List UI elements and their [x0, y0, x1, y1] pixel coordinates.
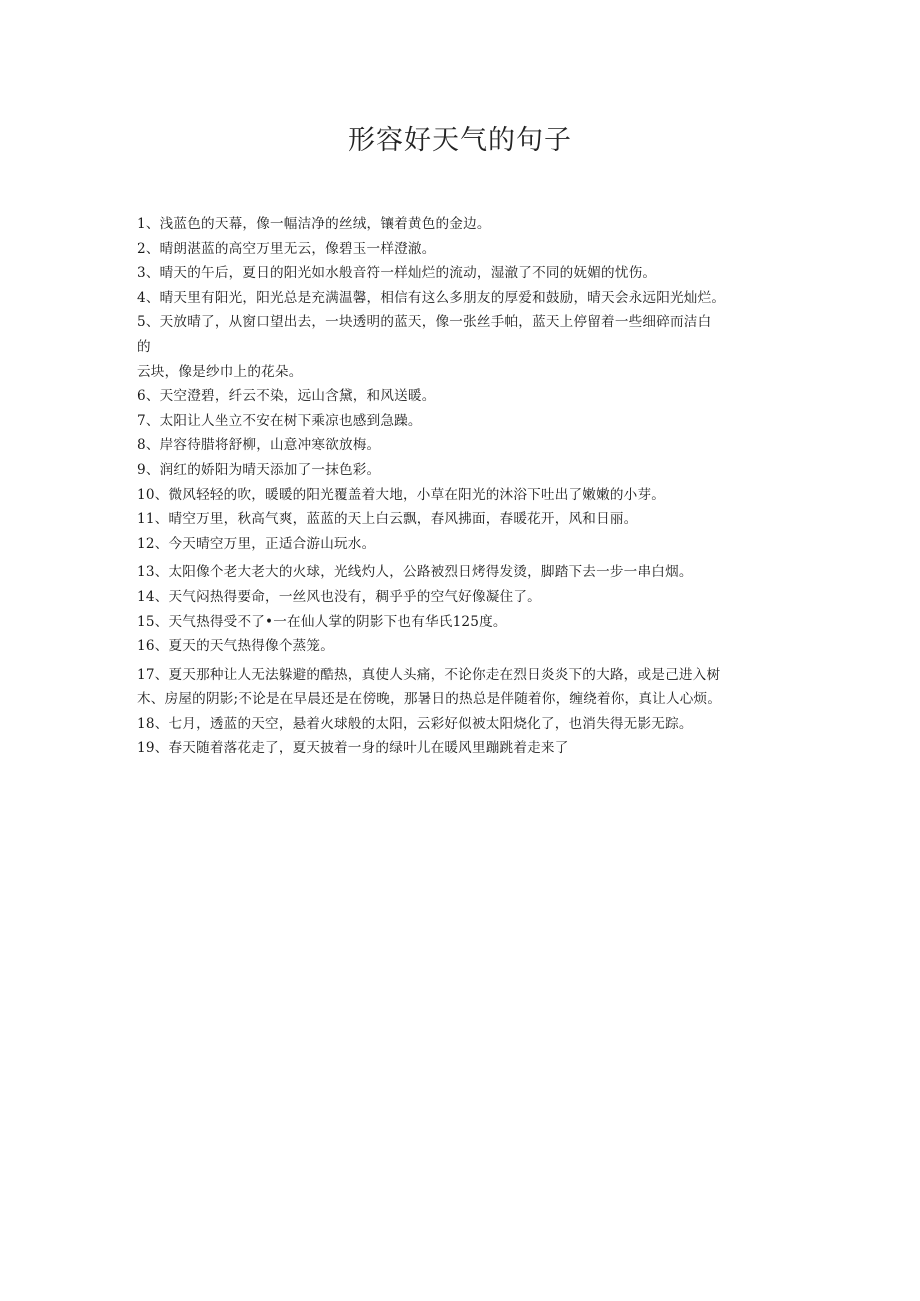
list-item: 19、春天随着落花走了，夏天披着一身的绿叶儿在暖风里蹦跳着走来了 — [137, 740, 569, 757]
list-item: 17、夏天那种让人无法躲避的酷热，真使人头痛，不论你走在烈日炎炎下的大路，或是己进入树 — [137, 666, 721, 683]
list-item-continuation: 云块，像是纱巾上的花朵。 — [137, 363, 303, 380]
list-item: 6、天空澄碧，纤云不染，远山含黛，和风送暖。 — [137, 388, 436, 405]
list-item: 8、岸容待腊将舒柳，山意冲寒欲放梅。 — [137, 437, 381, 454]
document-title: 形容好天气的句子 — [348, 125, 572, 156]
list-item: 15、天气热得受不了•一在仙人掌的阴影下也有华氏125度。 — [137, 613, 507, 630]
sentence-list — [137, 212, 792, 761]
list-item-continuation: 木、房屋的阴影;不论是在早晨还是在傍晚，那暑日的热总是伴随着你，缠绕着你，真让人心烦。 — [137, 691, 722, 708]
list-item: 1、浅蓝色的天幕，像一幅洁净的丝绒，镶着黄色的金边。 — [137, 216, 491, 232]
list-item: 4、晴天里有阳光，阳光总是充满温馨，相信有这么多朋友的厚爱和鼓励，晴天会永远阳光灿烂。 — [137, 289, 726, 306]
list-item: 11、晴空万里，秋高气爽，蓝蓝的天上白云飘，春风拂面，春暖花开，风和日丽。 — [137, 511, 638, 528]
list-item: 12、今天晴空万里，正适合游山玩水。 — [137, 535, 376, 552]
list-item-continuation: 的 — [137, 338, 151, 355]
list-item: 18、七月，透蓝的天空，悬着火球般的太阳，云彩好似被太阳烧化了，也消失得无影无踪。 — [137, 715, 693, 732]
list-item: 10、微风轻轻的吹，暖暖的阳光覆盖着大地，小草在阳光的沐浴下吐出了嫩嫩的小芽。 — [137, 486, 666, 503]
list-item: 5、天放晴了，从窗口望出去，一块透明的蓝天，像一张丝手帕，蓝天上停留着一些细碎而洁白 — [137, 314, 712, 331]
list-item: 16、夏天的天气热得像个蒸笼。 — [137, 638, 335, 655]
list-item: 3、晴天的午后，夏日的阳光如水般音符一样灿烂的流动，湿澈了不同的妩媚的忧伤。 — [137, 265, 657, 282]
list-item: 13、太阳像个老大老大的火球，光线灼人，公路被烈日烤得发烫，脚踏下去一步一串白烟。 — [137, 564, 693, 581]
list-item: 9、润红的娇阳为晴天添加了一抹色彩。 — [137, 461, 381, 478]
list-item: 14、天气闷热得要命，一丝风也没有，稠乎乎的空气好像凝住了。 — [137, 588, 541, 605]
list-item: 2、晴朗湛蓝的高空万里无云，像碧玉一样澄澈。 — [137, 240, 436, 257]
list-item: 7、太阳让人坐立不安在树下乘凉也感到急躁。 — [137, 412, 422, 429]
